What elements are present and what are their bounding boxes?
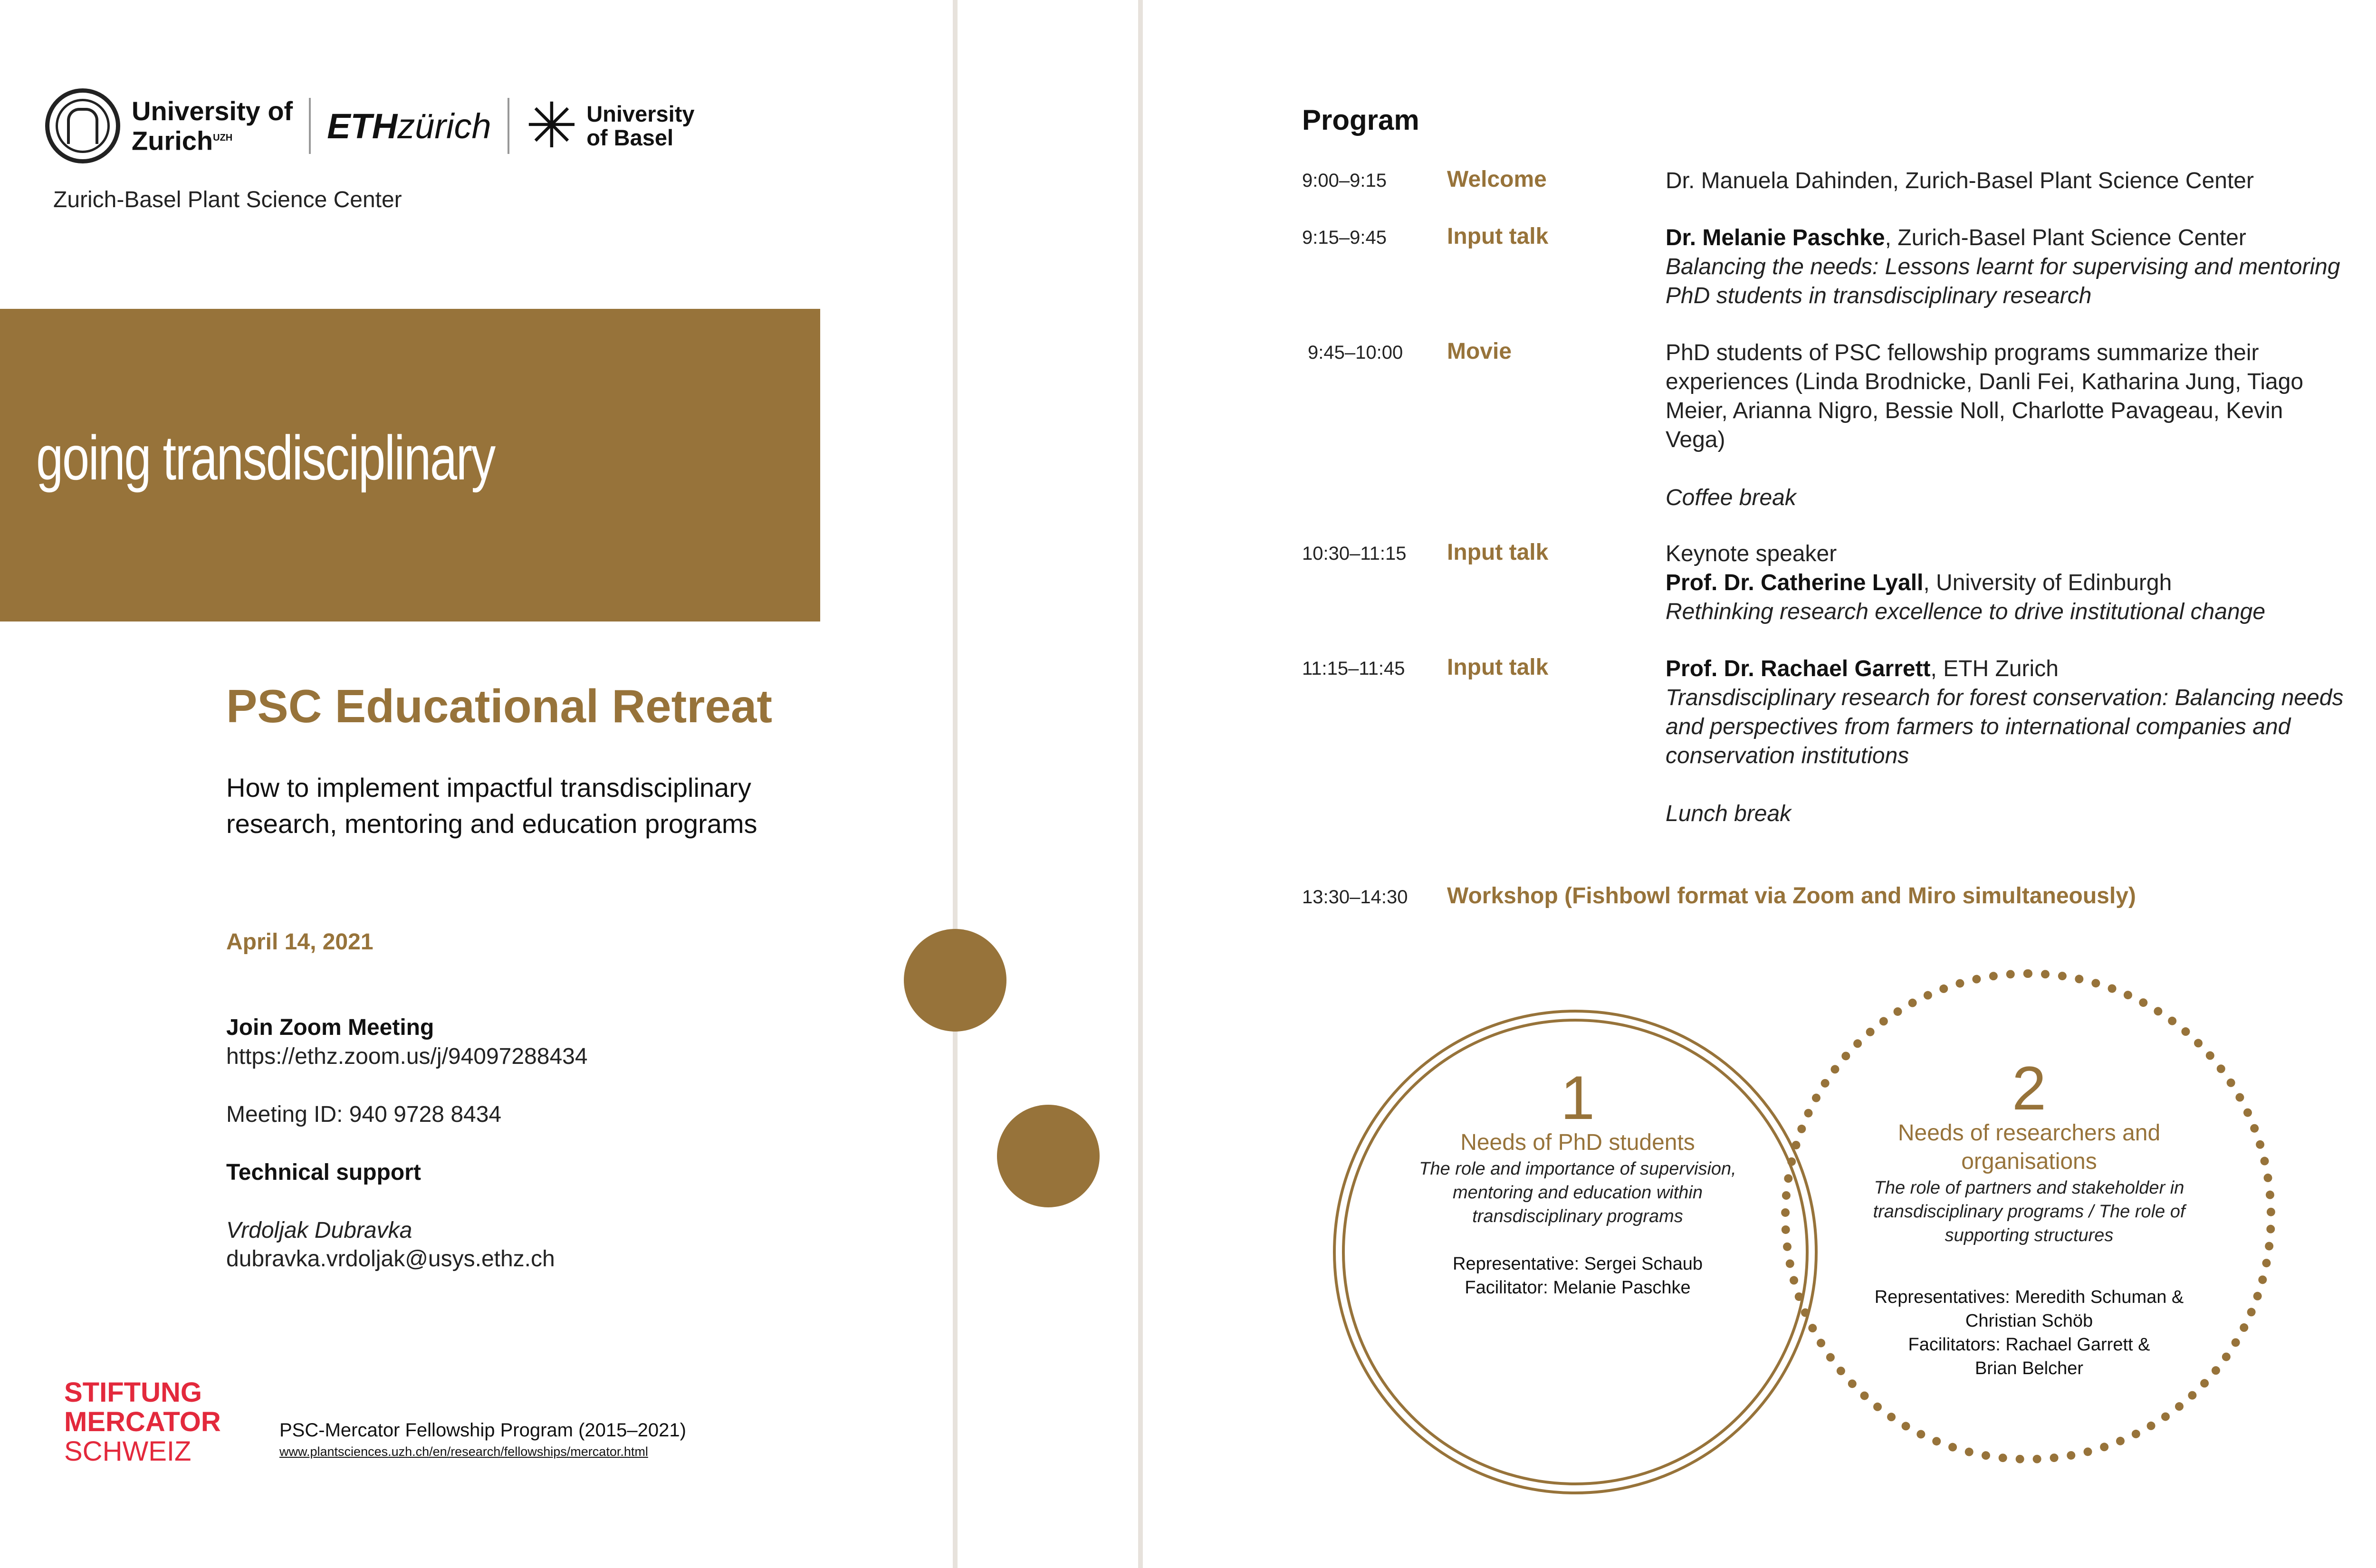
group-facilitator: Facilitator: Melanie Paschke	[1465, 1278, 1691, 1298]
program-item	[1302, 654, 2376, 835]
event-date: April 14, 2021	[226, 929, 374, 955]
program-time: 9:45–10:00	[1308, 342, 1403, 363]
fellowship-program: PSC-Mercator Fellowship Program (2015–2021)	[279, 1420, 686, 1441]
support-email[interactable]: dubravka.vrdoljak@usys.ethz.ch	[226, 1246, 555, 1272]
basel-star-icon: ✳	[525, 91, 578, 161]
program-heading: Program	[1302, 104, 1419, 136]
support-heading: Technical support	[226, 1160, 421, 1185]
group-facilitators: Facilitators: Rachael Garrett & Brian Belcher	[1908, 1335, 2150, 1378]
program-detail: Dr. Manuela Dahinden, Zurich-Basel Plant Science Center	[1666, 168, 2254, 193]
program-time: 13:30–14:30	[1302, 887, 1408, 908]
center-name: Zurich-Basel Plant Science Center	[53, 187, 402, 212]
program-item	[1302, 223, 2376, 318]
fold-line-right	[1138, 0, 1143, 1568]
uzh-seal-icon	[45, 88, 120, 163]
program-item	[1302, 539, 2376, 634]
program-type: Movie	[1447, 339, 1512, 364]
program-item	[1302, 338, 2376, 519]
zoom-link[interactable]: https://ethz.zoom.us/j/94097288434	[226, 1044, 588, 1069]
eth-logo: ETHzürich	[327, 106, 491, 146]
program-detail: Keynote speaker Prof. Dr. Catherine Lyall, University of Edinburgh Rethinking research excellence to drive institutional change	[1666, 541, 2266, 624]
group-number: 2	[2012, 1053, 2047, 1123]
program-time: 11:15–11:45	[1302, 658, 1405, 679]
fellowship-url[interactable]: www.plantsciences.uzh.ch/en/research/fellowships/mercator.html	[279, 1444, 648, 1459]
group-description: The role of partners and stakeholder in transdisciplinary programs / The role of supporting structures	[1873, 1178, 2185, 1245]
group-description: The role and importance of supervision, mentoring and education within transdisciplinary programs	[1419, 1159, 1736, 1226]
group-title: Needs of researchers and organisations	[1897, 1120, 2161, 1174]
workshop-group-2	[1834, 1052, 2224, 1380]
workshop-group-1	[1392, 1062, 1763, 1300]
program-time: 9:15–9:45	[1302, 227, 1387, 248]
group-representatives: Representatives: Meredith Schuman & Christian Schöb	[1874, 1287, 2184, 1331]
program-detail: Dr. Melanie Paschke, Zurich-Basel Plant Science Center Balancing the needs: Lessons learnt for supervising and mentoring PhD students in transdisciplinary research	[1666, 225, 2340, 308]
group-representative: Representative: Sergei Schaub	[1453, 1254, 1703, 1274]
program-type: Input talk	[1447, 224, 1549, 249]
decorative-dot	[904, 929, 1006, 1032]
program-detail: Prof. Dr. Rachael Garrett, ETH Zurich Transdisciplinary research for forest conservation: Balancing needs and perspectives from farmers to international companies and conservation institutions Lunch break	[1666, 656, 2344, 826]
program-time: 9:00–9:15	[1302, 170, 1387, 191]
logo-divider	[508, 98, 509, 154]
program-type: Welcome	[1447, 167, 1547, 192]
program-item	[1302, 883, 2376, 921]
banner-title: going transdisciplinary	[36, 423, 495, 493]
basel-logo: University of Basel	[586, 101, 695, 150]
support-name: Vrdoljak Dubravka	[226, 1218, 412, 1243]
group-number: 1	[1560, 1063, 1595, 1132]
decorative-dot	[997, 1105, 1100, 1207]
event-title: PSC Educational Retreat	[226, 680, 773, 732]
logo-divider	[309, 98, 311, 154]
meeting-id: Meeting ID: 940 9728 8434	[226, 1102, 502, 1127]
logo-bar	[45, 78, 695, 173]
program-detail: PhD students of PSC fellowship programs summarize their experiences (Linda Brodnicke, Danli Fei, Katharina Jung, Tiago Meier, Arianna Nigro, Bessie Noll, Charlotte Pavageau, Kevin Vega) Coffee break	[1666, 340, 2304, 510]
program-time: 10:30–11:15	[1302, 543, 1407, 564]
program-type: Workshop (Fishbowl format via Zoom and Miro simultaneously)	[1447, 883, 2136, 908]
zoom-heading: Join Zoom Meeting	[226, 1015, 434, 1040]
program-type: Input talk	[1447, 655, 1549, 680]
event-subtitle: How to implement impactful transdisciplinary research, mentoring and education programs	[226, 773, 757, 839]
group-title: Needs of PhD students	[1460, 1130, 1695, 1155]
uzh-logo: University of Zurich$^{UZH}$	[132, 96, 293, 156]
program-type: Input talk	[1447, 540, 1549, 565]
fold-line-left	[953, 0, 958, 1568]
mercator-logo: STIFTUNG MERCATOR SCHWEIZ	[64, 1377, 221, 1467]
